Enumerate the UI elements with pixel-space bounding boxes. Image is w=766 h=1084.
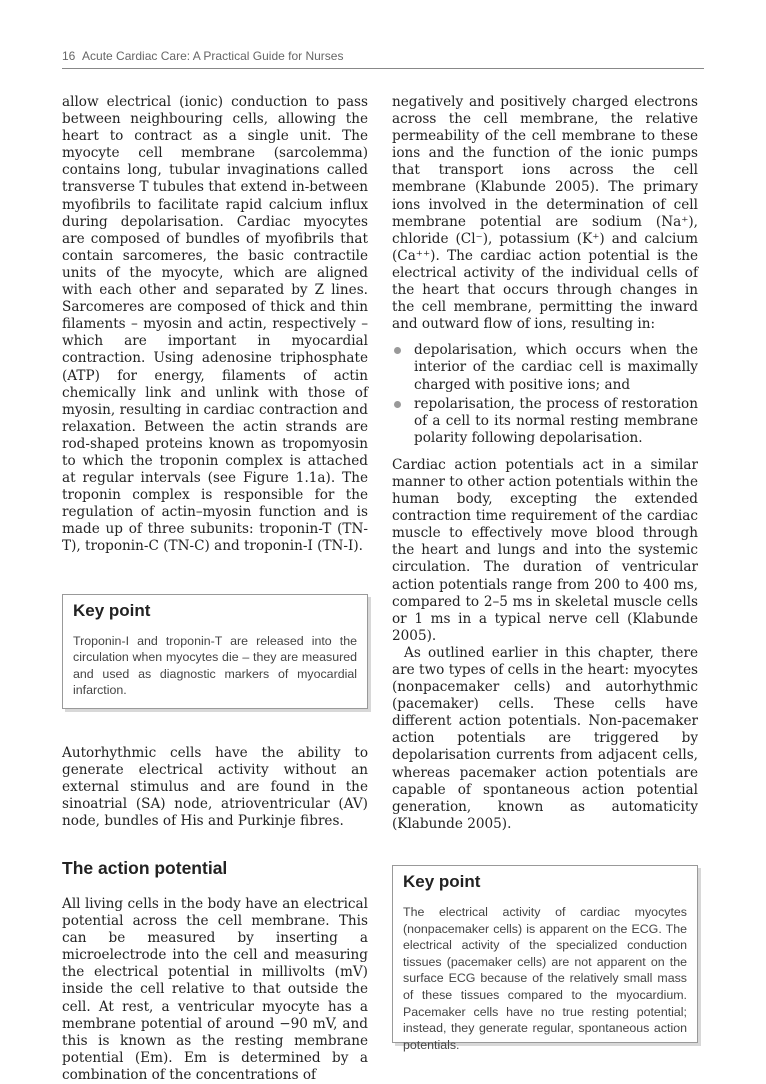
left-paragraph-1: allow electrical (ionic) conduction to pass between neighbouring cells, allowing the heart to contract as a single unit. The myocyte cell membrane (sarcolemma) contains long, tubular invaginations called transverse T tubules that extend in-between myofibrils to facilitate rapid calcium influx during depolarisation. Cardiac myocytes are composed of bundles of myofibrils that contain sarcomeres, the basic contractile units of the myocyte, which are aligned with each other and separated by Z lines. Sarcomeres are composed of thick and thin filaments – myosin and actin, respectively – which are important in myocardial contraction. Using adenosine triphosphate (ATP) for energy, filaments of actin chemically link and unlink with those of myosin, resulting in cardiac contraction and relaxation. Between the actin strands are rod-shaped proteins known as tropomyosin to which the troponin complex is attached at regular intervals (see Figure 1.1a). The troponin complex is responsible for the regulation of actin–myosin function and is made up of three subunits: troponin-T (TN-T), troponin-C (TN-C) and troponin-I (TN-I). (62, 94, 368, 555)
key-point-title: Key point (73, 600, 151, 620)
bullet-dot (394, 347, 401, 354)
key-point-box-ecg (392, 865, 698, 1052)
right-paragraph-1: negatively and positively charged electrons across the cell membrane, the relative permeability of the cell membrane to these ions and the function of the ionic pumps that transport ions across the cell membrane (Klabunde 2005). The primary ions involved in the determination of cell membrane potential are sodium (Na⁺), chloride (Cl⁻), potassium (K⁺) and calcium (Ca⁺⁺). The cardiac action potential is the electrical activity of the individual cells of the heart that occurs through changes in the cell membrane, permitting the inward and outward flow of ions, resulting in: (392, 94, 698, 333)
left-paragraph-3: All living cells in the body have an electrical potential across the cell membrane. This can be measured by inserting a microelectrode into the cell and measuring the electrical potential in millivolts (mV) inside the cell relative to that outside the cell. At rest, a ventricular myocyte has a membrane potential of around −90 mV, and this is known as the resting membrane potential (Em). Em is determined by a combination of the concentrations of (62, 896, 368, 1083)
key-point-box-troponin (62, 594, 368, 709)
page-number: 16 (62, 49, 76, 63)
key-point-text: Troponin-I and troponin-T are released into the circulation when myocytes die – they are measured and used as diagnostic markers of myocardial infarction. (73, 633, 357, 698)
right-paragraph-3: As outlined earlier in this chapter, there are two types of cells in the heart: myocytes (nonpacemaker cells) and autorhythmic (pacemaker) cells. These cells have different action potentials. Non-pacemaker action potentials are triggered by depolarisation currents from adjacent cells, whereas pacemaker action potentials are capable of spontaneous action potential generation, known as automaticity (Klabunde 2005). (392, 644, 698, 832)
header-rule (62, 68, 704, 69)
section-heading-action-potential: The action potential (62, 858, 228, 878)
running-header (62, 49, 704, 63)
bullet-item-depolarisation: depolarisation, which occurs when the interior of the cardiac cell is maximally charged with positive ions; and (392, 342, 698, 393)
left-paragraph-2: Autorhythmic cells have the ability to generate electrical activity without an external stimulus and are found in the sinoatrial (SA) node, atrioventricular (AV) node, bundles of His and Purkinje fibres. (62, 744, 368, 829)
key-point-text: The electrical activity of cardiac myocytes (nonpacemaker cells) is apparent on the ECG. The electrical activity of the specialized conduction tissues (pacemaker cells) are not apparent on the surface ECG because of the relatively small mass of these tissues compared to the myocardium. Pacemaker cells have no true resting potential; instead, they generate regular, spontaneous action potentials. (403, 904, 687, 1052)
right-column (392, 94, 698, 1052)
bullet-dot (394, 401, 401, 408)
bullet-list (392, 342, 698, 447)
key-point-title: Key point (403, 871, 481, 891)
right-paragraph-2: Cardiac action potentials act in a similar manner to other action potentials within the human body, excepting the extended contraction time requirement of the cardiac muscle to effectively move blood through the heart and lungs and into the systemic circulation. The duration of ventricular action potentials range from 200 to 400 ms, compared to 2–5 ms in skeletal muscle cells or 1 ms in a typical nerve cell (Klabunde 2005). (392, 456, 698, 644)
bullet-item-repolarisation: repolarisation, the process of restoration of a cell to its normal resting membrane polarity following depolarisation. (392, 396, 698, 447)
running-title: Acute Cardiac Care: A Practical Guide for Nurses (82, 49, 344, 63)
left-column (62, 94, 368, 1084)
